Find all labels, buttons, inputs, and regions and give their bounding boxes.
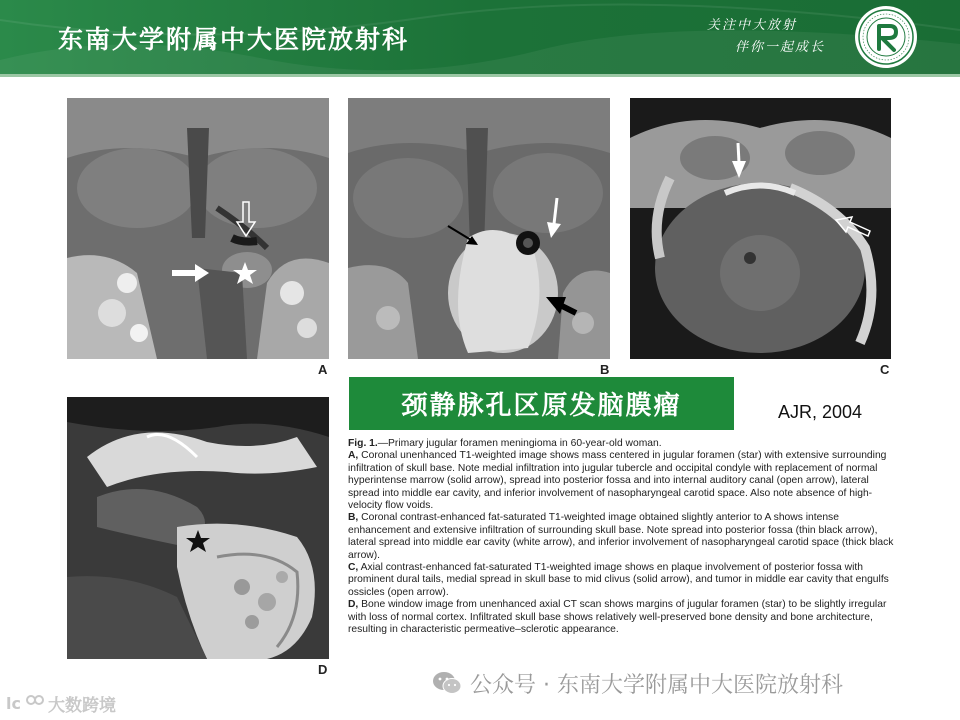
panel-c-image [630,98,891,359]
panel-c-label: C [880,362,890,377]
header-divider [0,74,960,77]
caption-text-c: Axial contrast-enhanced fat-saturated T1-weighted image shows en plaque involvement of posterior fossa with prominent dural tails, medial spread in skull base to mid clivus (solid arrow), and tumor in middle ear cavity that engulfs ossicles (open arrow). [348,562,889,598]
title-banner: 颈静脉孔区原发脑膜瘤 [349,377,734,430]
caption-letter-c: C, [348,562,359,574]
panel-b-label: B [600,362,610,377]
header-bar [0,0,960,74]
citation: AJR, 2004 [778,402,863,422]
panel-a-image [67,98,329,359]
caption-letter-a: A, [348,450,359,462]
caption-text-d: Bone window image from unenhanced axial CT scan shows margins of jugular foramen (star) to be slightly irregular with loss of normal cortex. Infiltrated skull base shows relatively well-preserved bone density and bone architecture, resulting in characteristic permeative–sclerotic appearance. [348,599,887,636]
caption-text-b: Coronal contrast-enhanced fat-saturated T1-weighted image obtained slightly anterior to A shows intense enhancement and extensive infiltration of surrounding skull base. Note spread into posterior fossa (thin black arrow), lateral spread into middle ear cavity (white arrow), and inferior involvement of nasopharyngeal carotid space (thick black arrow). [348,512,894,561]
svg-text:lc: lc [6,694,21,713]
wechat-icon [432,670,462,696]
figure-number: Fig. 1. [348,438,378,449]
caption-letter-b: B, [348,512,359,524]
radiology-department-seal-icon [846,4,926,70]
caption-paragraph-a [348,450,894,512]
panel-d-image [67,397,329,659]
caption-paragraph-b [348,512,894,562]
brand-logo-icon [6,692,48,714]
figure-title: —Primary jugular foramen meningioma in 60-year-old woman. [377,438,662,449]
figure-caption [348,438,894,637]
caption-heading [348,438,894,450]
caption-text-a: Coronal unenhanced T1-weighted image shows mass centered in jugular foramen (star) with extensive surrounding infiltration of skull base. Note medial infiltration into jugular tubercle and occipital condyle with replacement of normal hyperintense marrow (solid arrow), spread into posterior fossa and into internal auditory canal (open arrow), lateral spread into middle ear cavity, and inferior involvement of nasopharyngeal carotid space. Also note absence of high-velocity flow voids. [348,450,887,512]
wechat-account-text: 公众号 · 东南大学附属中大医院放射科 [470,672,843,698]
caption-paragraph-d [348,599,894,636]
panel-b-image [348,98,610,359]
page-title: 东南大学附属中大医院放射科 [58,25,410,54]
brand-watermark-text: 大数跨境 [48,695,116,716]
panel-a-label: A [318,362,328,377]
slogan-line-2: 伴你一起成长 [735,40,826,55]
wechat-watermark [432,668,932,698]
panel-d-label: D [318,662,328,677]
brand-watermark [6,690,136,716]
caption-letter-d: D, [348,599,359,611]
caption-paragraph-c [348,562,894,599]
slogan-line-1: 关注中大放射 [707,18,798,33]
